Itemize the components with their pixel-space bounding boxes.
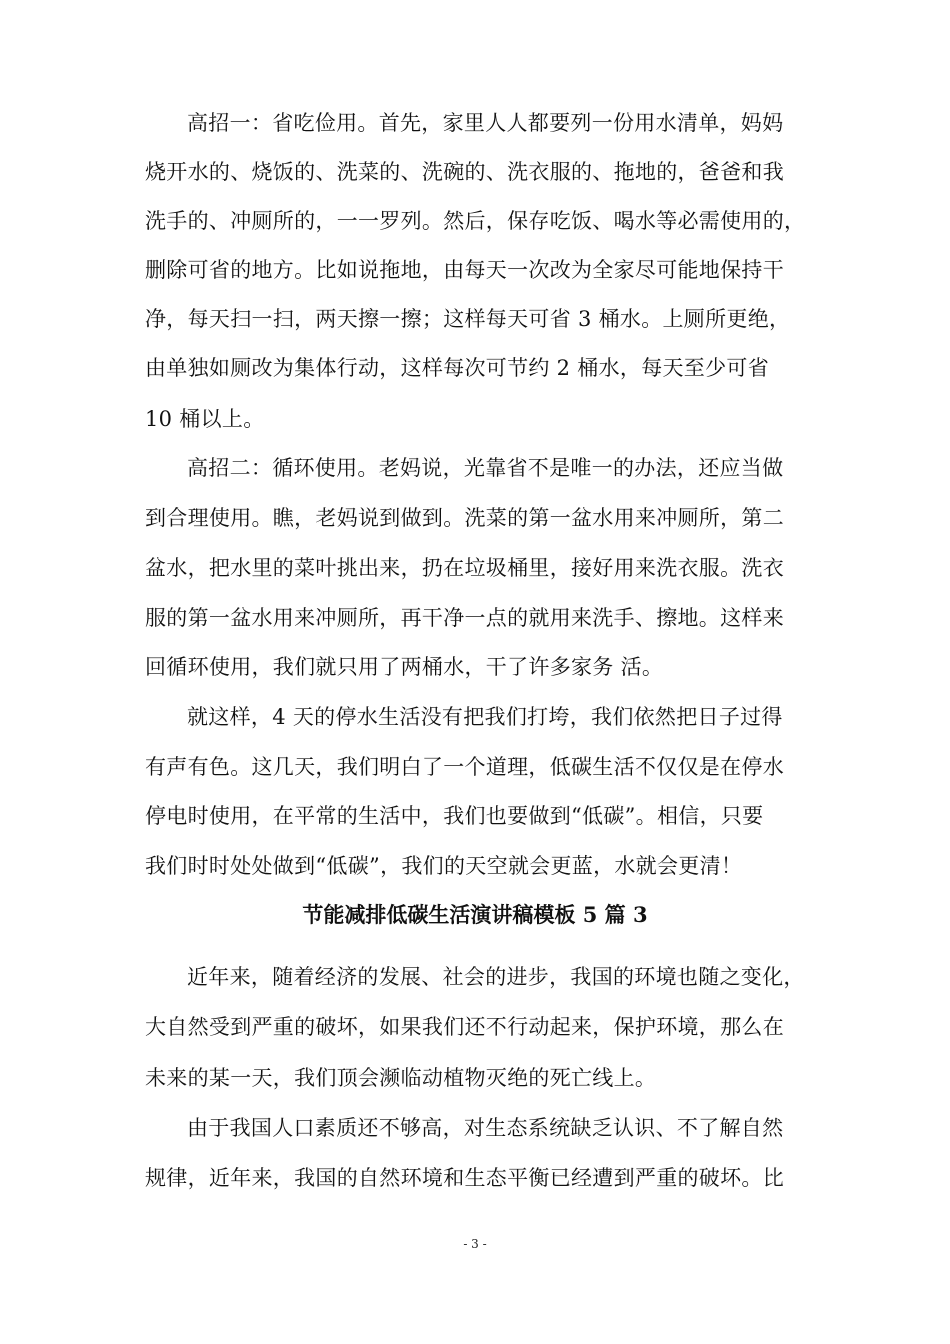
paragraph-line: 回循环使用，我们就只用了两桶水，干了许多家务 活。 [145, 655, 664, 679]
section-heading: 节能减排低碳生活演讲稿模板 5 篇 3 [302, 902, 648, 927]
paragraph-line: 有声有色。这几天，我们明白了一个道理，低碳生活不仅仅是在停水 [145, 755, 784, 779]
paragraph-line: 10 桶以上。 [145, 407, 265, 431]
paragraph-line: 大自然受到严重的破坏，如果我们还不行动起来，保护环境，那么在 [145, 1015, 784, 1039]
paragraph-line: 就这样，4 天的停水生活没有把我们打垮，我们依然把日子过得 [187, 705, 783, 729]
paragraph-line: 净，每天扫一扫，两天擦一擦；这样每天可省 3 桶水。上厕所更绝， [145, 307, 791, 331]
paragraph-line: 由于我国人口素质还不够高，对生态系统缺乏认识、不了解自然 [187, 1116, 784, 1140]
paragraph-line: 到合理使用。瞧，老妈说到做到。洗菜的第一盆水用来冲厕所，第二 [145, 506, 784, 530]
page-number: - 3 - [463, 1237, 487, 1251]
paragraph-line: 盆水，把水里的菜叶挑出来，扔在垃圾桶里，接好用来洗衣服。洗衣 [145, 556, 784, 580]
paragraph-line: 服的第一盆水用来冲厕所，再干净一点的就用来洗手、擦地。这样来 [145, 606, 784, 630]
paragraph-line: 我们时时处处做到“低碳”，我们的天空就会更蓝，水就会更清！ [145, 854, 743, 878]
paragraph-line: 近年来，随着经济的发展、社会的进步，我国的环境也随之变化， [187, 965, 805, 989]
paragraph-line: 高招二：循环使用。老妈说，光靠省不是唯一的办法，还应当做 [187, 456, 784, 480]
paragraph-line: 未来的某一天，我们顶会濒临动植物灭绝的死亡线上。 [145, 1066, 657, 1090]
paragraph-line: 规律，近年来，我国的自然环境和生态平衡已经遭到严重的破坏。比 [145, 1166, 784, 1190]
paragraph-line: 洗手的、冲厕所的，一一罗列。然后，保存吃饭、喝水等必需使用的， [145, 209, 806, 233]
paragraph-line: 停电时使用，在平常的生活中，我们也要做到“低碳”。相信，只要 [145, 804, 764, 828]
paragraph-line: 由单独如厕改为集体行动，这样每次可节约 2 桶水，每天至少可省 [145, 356, 770, 380]
paragraph-line: 烧开水的、烧饭的、洗菜的、洗碗的、洗衣服的、拖地的，爸爸和我 [145, 160, 784, 184]
paragraph-line: 高招一：省吃俭用。首先，家里人人都要列一份用水清单，妈妈 [187, 111, 784, 135]
paragraph-line: 删除可省的地方。比如说拖地，由每天一次改为全家尽可能地保持干 [145, 258, 784, 282]
